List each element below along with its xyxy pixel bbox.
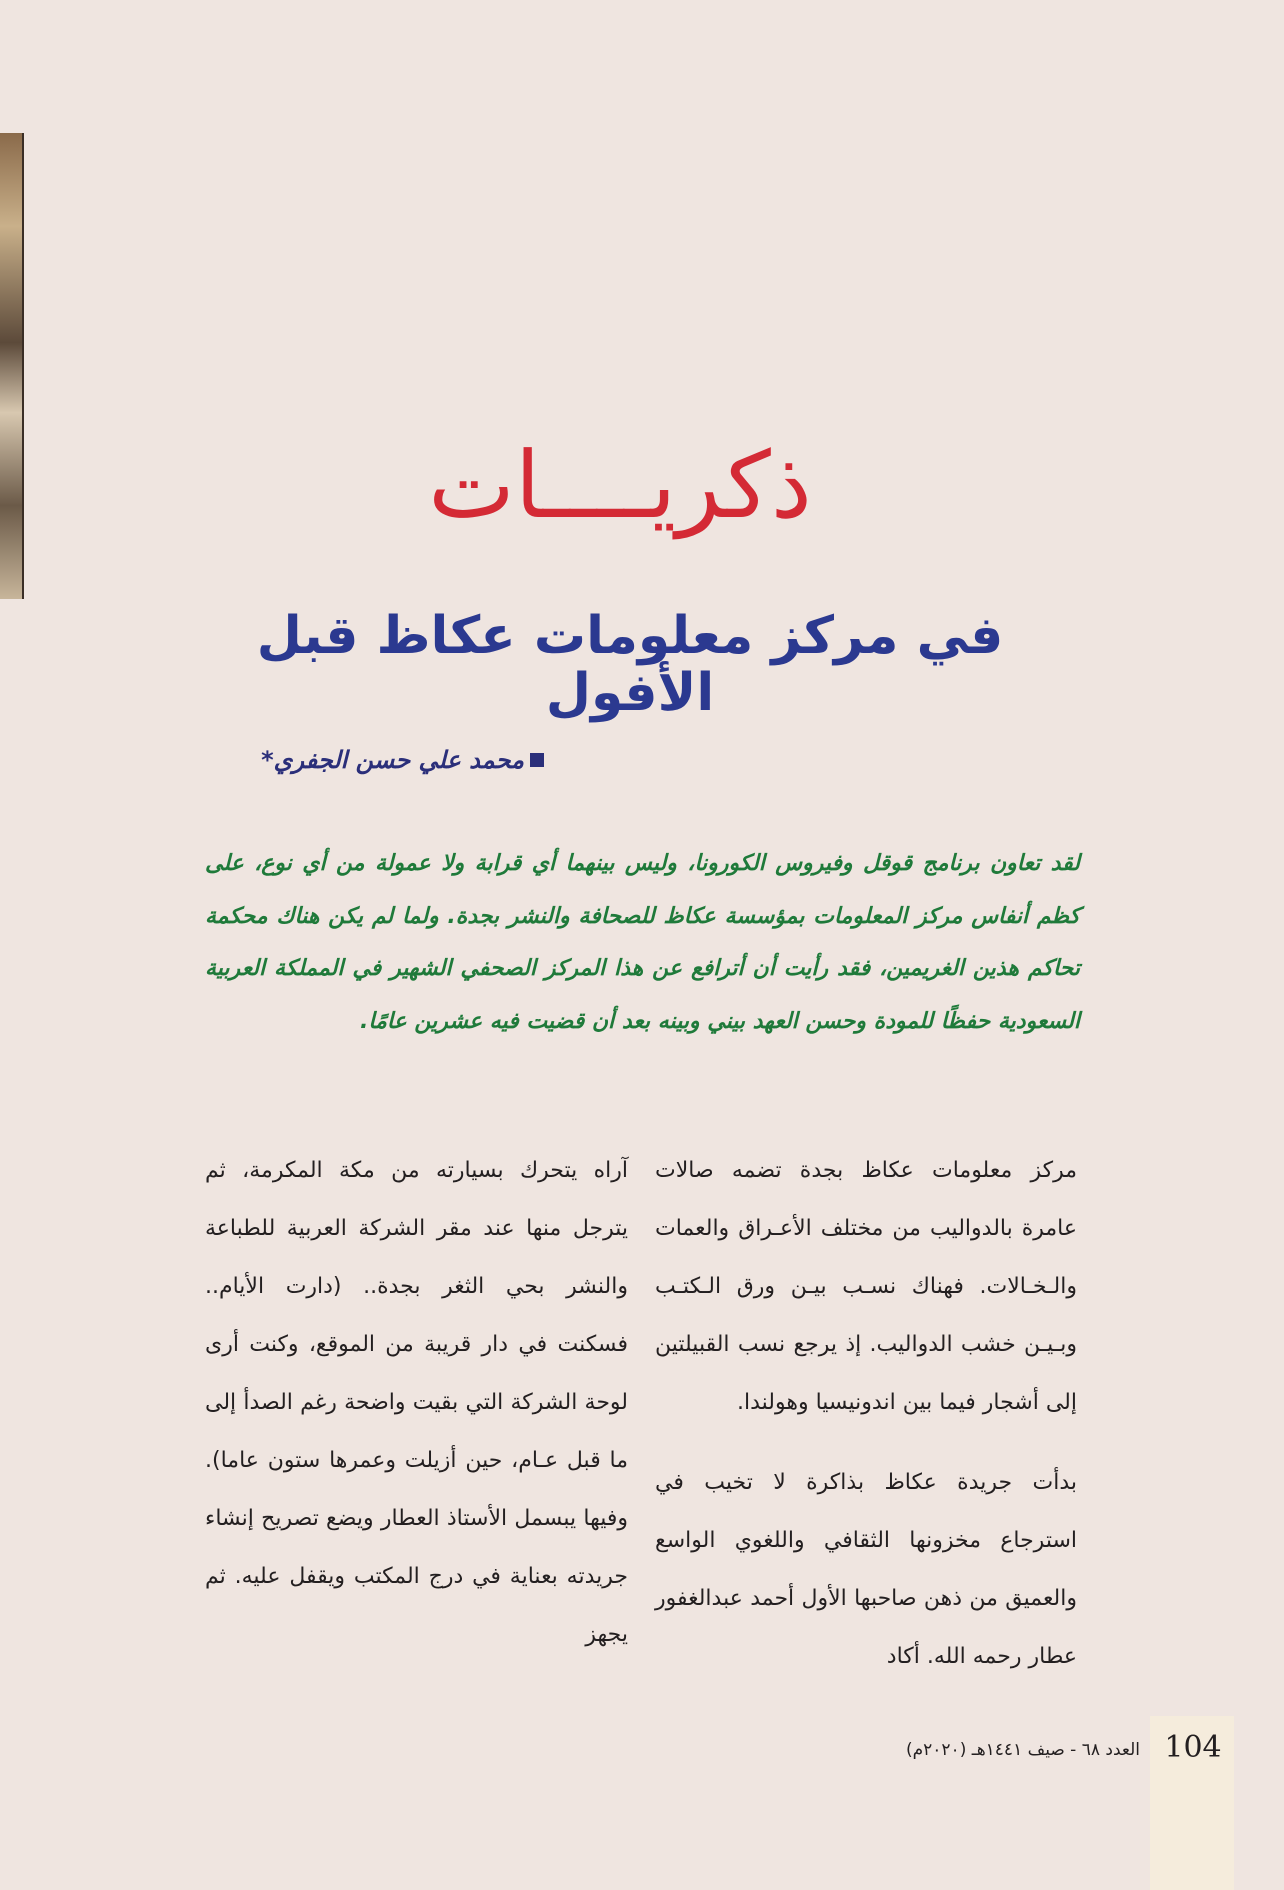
page-number: 104 [1164, 1730, 1222, 1765]
cropped-photo [0, 133, 24, 599]
body-paragraph: بدأت جريدة عكاظ بذاكرة لا تخيب في استرجاع مخزونها الثقافي واللغوي الواسع والعميق من ذهن صاحبها الأول أحمد عبدالغفور عطار رحمه الله. أكاد [655, 1470, 1077, 1669]
intro-paragraph: لقد تعاون برنامج قوقل وفيروس الكورونا، وليس بينهما أي قرابة ولا عمولة من أي نوع، على كظم أنفاس مركز المعلومات بمؤسسة عكاظ للصحافة والنشر بجدة. ولما لم يكن هناك محكمة تحاكم هذين الغريمين، فقد رأيت أن أترافع عن هذا المركز الصحفي الشهير في المملكة العربية السعودية حفظًا للمودة وحسن العهد بيني وبينه بعد أن قضيت فيه عشرين عامًا. [205, 851, 1080, 1034]
body-column-left [205, 1142, 628, 1664]
body-paragraph: آراه يتحرك بسيارته من مكة المكرمة، ثم يترجل منها عند مقر الشركة العربية للطباعة والنشر بحي الثغر بجدة.. (دارت الأيام.. فسكنت في دار قريبة من الموقع، وكنت أرى لوحة الشركة التي بقيت واضحة رغم الصدأ إلى ما قبل عـام، حين أزيلت وعمرها ستون عاما). وفيها يبسمل الأستاذ العطار ويضع تصريح إنشاء جريدته بعناية في درج المكتب ويقفل عليه. ثم يجهز [205, 1158, 628, 1647]
author-name: محمد علي حسن الجفري* [261, 746, 524, 774]
bullet-square-icon [530, 753, 544, 767]
body-paragraph: مركز معلومات عكاظ بجدة تضمه صالات عامرة بالدواليب من مختلف الأعـراق والعمات والـخـالات. فهناك نسـب بيـن ورق الـكتـب وبـيـن خشب الدواليب. إذ يرجع نسب القبيلتين إلى أشجار فيما بين اندونيسيا وهولندا. [655, 1158, 1077, 1415]
article-subtitle: في مركز معلومات عكاظ قبل الأفول [256, 606, 1004, 724]
issue-info: العدد ٦٨ - صيف ١٤٤١هـ (٢٠٢٠م) [905, 1740, 1140, 1760]
article-title: ذكريــــات [428, 432, 812, 539]
author-line [200, 746, 544, 774]
body-column-right [655, 1142, 1077, 1686]
